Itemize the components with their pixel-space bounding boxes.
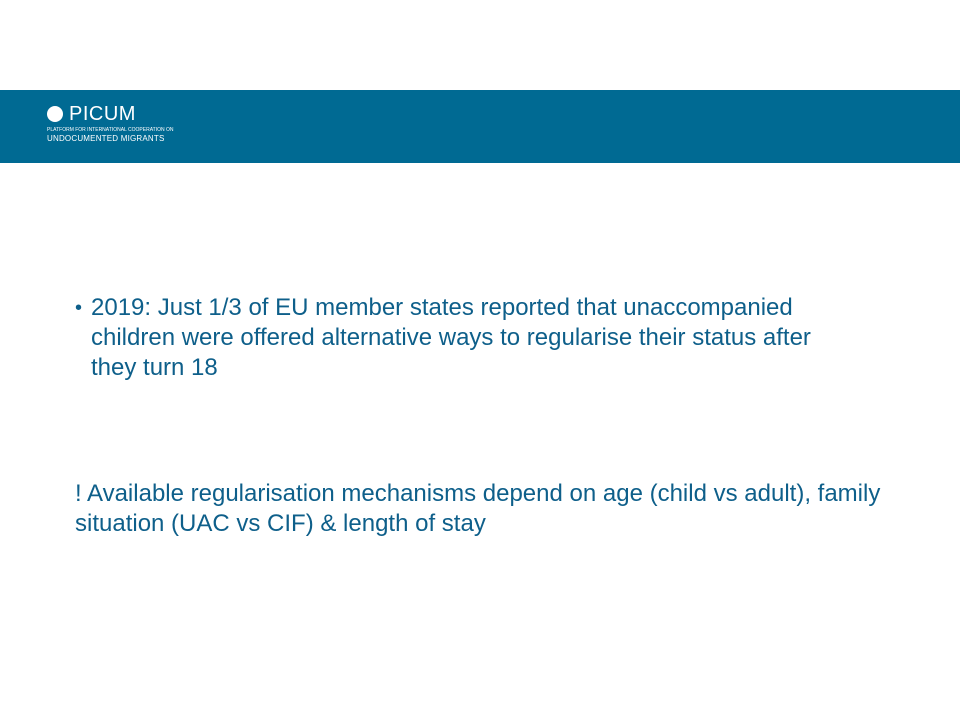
bullet-text: 2019: Just 1/3 of EU member states reported that unaccompanied children were offered alternative ways to regularise their status after they turn 18 [91, 294, 811, 381]
picum-logo [47, 103, 174, 144]
note-text: ! Available regularisation mechanisms depend on age (child vs adult), family situation (UAC vs CIF) & length of stay [75, 480, 881, 537]
bullet-icon: • [75, 297, 83, 319]
header-band [0, 90, 960, 163]
list-item [75, 293, 855, 383]
logo-row [47, 103, 174, 125]
logo-subtitle-line2: UNDOCUMENTED MIGRANTS [47, 134, 165, 143]
bullet-list [75, 293, 855, 383]
logo-subtitle-line1: PLATFORM FOR INTERNATIONAL COOPERATION ON [47, 127, 174, 133]
circle-icon [47, 106, 63, 122]
logo-name: PICUM [69, 103, 136, 125]
